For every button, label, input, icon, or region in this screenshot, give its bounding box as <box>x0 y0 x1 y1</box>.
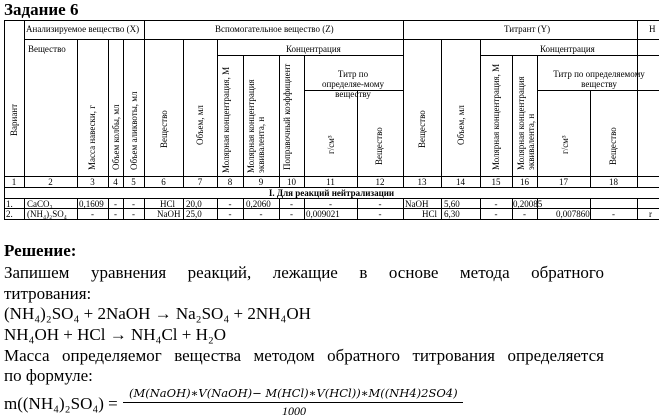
row1-aliq: - <box>132 199 135 209</box>
table-border-top <box>4 20 659 21</box>
row2-zm: - <box>228 209 232 219</box>
word: обратного <box>327 346 400 365</box>
col-number: 9 <box>258 177 264 187</box>
word: лежащие <box>272 263 338 282</box>
header-z-substance: Вещество <box>159 110 169 148</box>
formula-lhs: m((NH₄)₂SO₄) = <box>4 394 118 413</box>
header-y-molar-eq: Молярная концентрация эквивалента, н <box>516 76 536 170</box>
word: уравнения <box>90 263 167 282</box>
header-aliquot: Объем аликвоты, мл <box>129 91 139 170</box>
row1-zts: - <box>378 199 382 209</box>
header-cut: Н <box>649 24 656 34</box>
header-z-volume: Объем, мл <box>195 105 205 145</box>
row2-zts: - <box>378 209 382 219</box>
table-line-ytiter <box>537 90 659 91</box>
header-y-concentration: Концентрация <box>540 44 595 54</box>
row1-zeq: 0,2060 <box>246 199 271 209</box>
word: Масса <box>4 346 50 365</box>
word: обратного <box>531 263 604 282</box>
header-y-titer-sub: Вещество <box>608 127 618 165</box>
row1-zt: - <box>329 199 332 209</box>
col-number: 6 <box>161 177 166 187</box>
header-mass: Масса навески, г <box>87 105 97 170</box>
row2-sub: (NH₄)₂SO₄ <box>27 209 67 219</box>
col-number: 12 <box>375 177 385 187</box>
row2-aliq: - <box>132 209 135 219</box>
table-line-row2 <box>4 219 659 220</box>
header-titer-sub: Вещество <box>374 127 384 165</box>
row1-zs: HCl <box>160 199 176 209</box>
word: реакций, <box>187 263 252 282</box>
word: методом <box>253 346 315 365</box>
table-line-group <box>24 39 659 40</box>
row1-zm: - <box>228 199 232 209</box>
row2-n: 2. <box>6 209 13 219</box>
formula-numerator: (M(NaOH)∗V(NaOH)− M(HCl)∗V(HCl))∗M((NH4)2SO4) <box>129 386 458 400</box>
col-number: 15 <box>491 177 501 187</box>
row1-yeq: 0,20085 <box>513 199 543 209</box>
col-number: 18 <box>609 177 618 187</box>
header-y-molar: Молярная концентрация, М <box>491 63 501 170</box>
row1-flask: - <box>114 199 117 209</box>
paragraph-1-line-2: титрования: <box>4 284 92 303</box>
row2-yt: 0,007860 <box>556 209 590 219</box>
word: Запишем <box>4 263 70 282</box>
word: определяемог <box>62 346 162 365</box>
task-title: Задание 6 <box>4 0 79 19</box>
col-number: 2 <box>48 177 53 187</box>
header-y-substance: Вещество <box>417 110 427 148</box>
col-number: 3 <box>90 177 95 187</box>
col-number: 8 <box>227 177 233 187</box>
header-corr: Поправочный коэффициент <box>282 63 292 170</box>
header-titer-g: г/см³ <box>326 135 336 154</box>
row1-sub: CaCO₃ <box>27 199 53 209</box>
col-number: 17 <box>559 177 568 187</box>
solution-heading: Решение: <box>4 241 77 260</box>
row1-mass: 0,1609 <box>79 199 104 209</box>
row2-yts: - <box>612 209 615 219</box>
row2-zs: NaOH <box>157 209 181 219</box>
row2-zeq: - <box>259 209 263 219</box>
header-titrant: Титрант (Y) <box>504 24 551 34</box>
header-y-titer: Титр по определяемому веществу <box>553 69 645 89</box>
header-concentration: Концентрация <box>286 44 341 54</box>
formula-denominator: 1000 <box>282 404 306 418</box>
table-line-yconc <box>480 55 659 56</box>
paragraph-2-line-2: по формуле: <box>4 366 93 385</box>
row1-ym: - <box>494 199 498 209</box>
equation-1: (NH₄)₂SO₄ + 2NaOH → Na₂SO₄ + 2NH₄OH <box>4 304 311 323</box>
header-y-titer-g: г/см³ <box>560 135 570 154</box>
col-number: 7 <box>197 177 203 187</box>
word: основе <box>388 263 439 282</box>
word: титрования <box>412 346 495 365</box>
data-table <box>4 20 659 220</box>
col-number: 13 <box>417 177 427 187</box>
row2-mass: - <box>91 209 94 219</box>
section-title: I. Для реакций нейтрализации <box>268 188 395 198</box>
header-y-volume: Объем, мл <box>456 105 466 145</box>
header-molar-eq: Молярная концентрация эквивалента, н <box>246 79 266 173</box>
row1-zv: 20,0 <box>186 199 202 209</box>
row2-yeq: - <box>523 209 526 219</box>
row1-ys: NaOH <box>405 199 429 209</box>
col-number: 14 <box>456 177 465 187</box>
word: метода <box>459 263 510 282</box>
word: вещества <box>174 346 242 365</box>
row2-flask: - <box>114 209 117 219</box>
col-number: 10 <box>287 177 296 187</box>
row1-n: 1. <box>6 199 13 209</box>
col-number: 1 <box>11 177 17 187</box>
row2-ym: - <box>494 209 498 219</box>
row2-yv: 6,30 <box>444 209 460 219</box>
header-analyte: Анализируемое вещество (X) <box>26 24 140 34</box>
row1-zk: - <box>290 199 293 209</box>
row2-zv: 25,0 <box>186 209 202 219</box>
col-number: 5 <box>131 177 136 187</box>
word: определяется <box>507 346 604 365</box>
row2-ys: HCl <box>422 209 438 219</box>
header-molar: Молярная концентрация, М <box>221 66 231 173</box>
paragraph-2-line-1 <box>4 346 604 366</box>
col-number: 11 <box>326 177 335 187</box>
row2-zk: - <box>290 209 293 219</box>
header-substance: Вещество <box>28 44 66 54</box>
col-number: 4 <box>113 177 118 187</box>
col-number: 16 <box>520 177 529 187</box>
header-variant: Вариант <box>9 103 19 136</box>
equation-2: NH₄OH + HCl → NH₄Cl + H₂O <box>4 325 227 344</box>
row2-cut: r <box>649 209 652 219</box>
row1-yv: 5,60 <box>444 199 460 209</box>
row2-zt: 0,009021 <box>306 209 340 219</box>
paragraph-1-line-1 <box>4 263 604 283</box>
formula-fraction-bar <box>123 402 463 403</box>
word: в <box>359 263 368 282</box>
header-titer: Титр по определяе-мому веществу <box>321 69 385 99</box>
header-aux: Вспомогательное вещество (Z) <box>215 24 334 34</box>
header-flask: Объем колбы, мл <box>111 104 121 170</box>
table-line-conc <box>217 55 403 56</box>
